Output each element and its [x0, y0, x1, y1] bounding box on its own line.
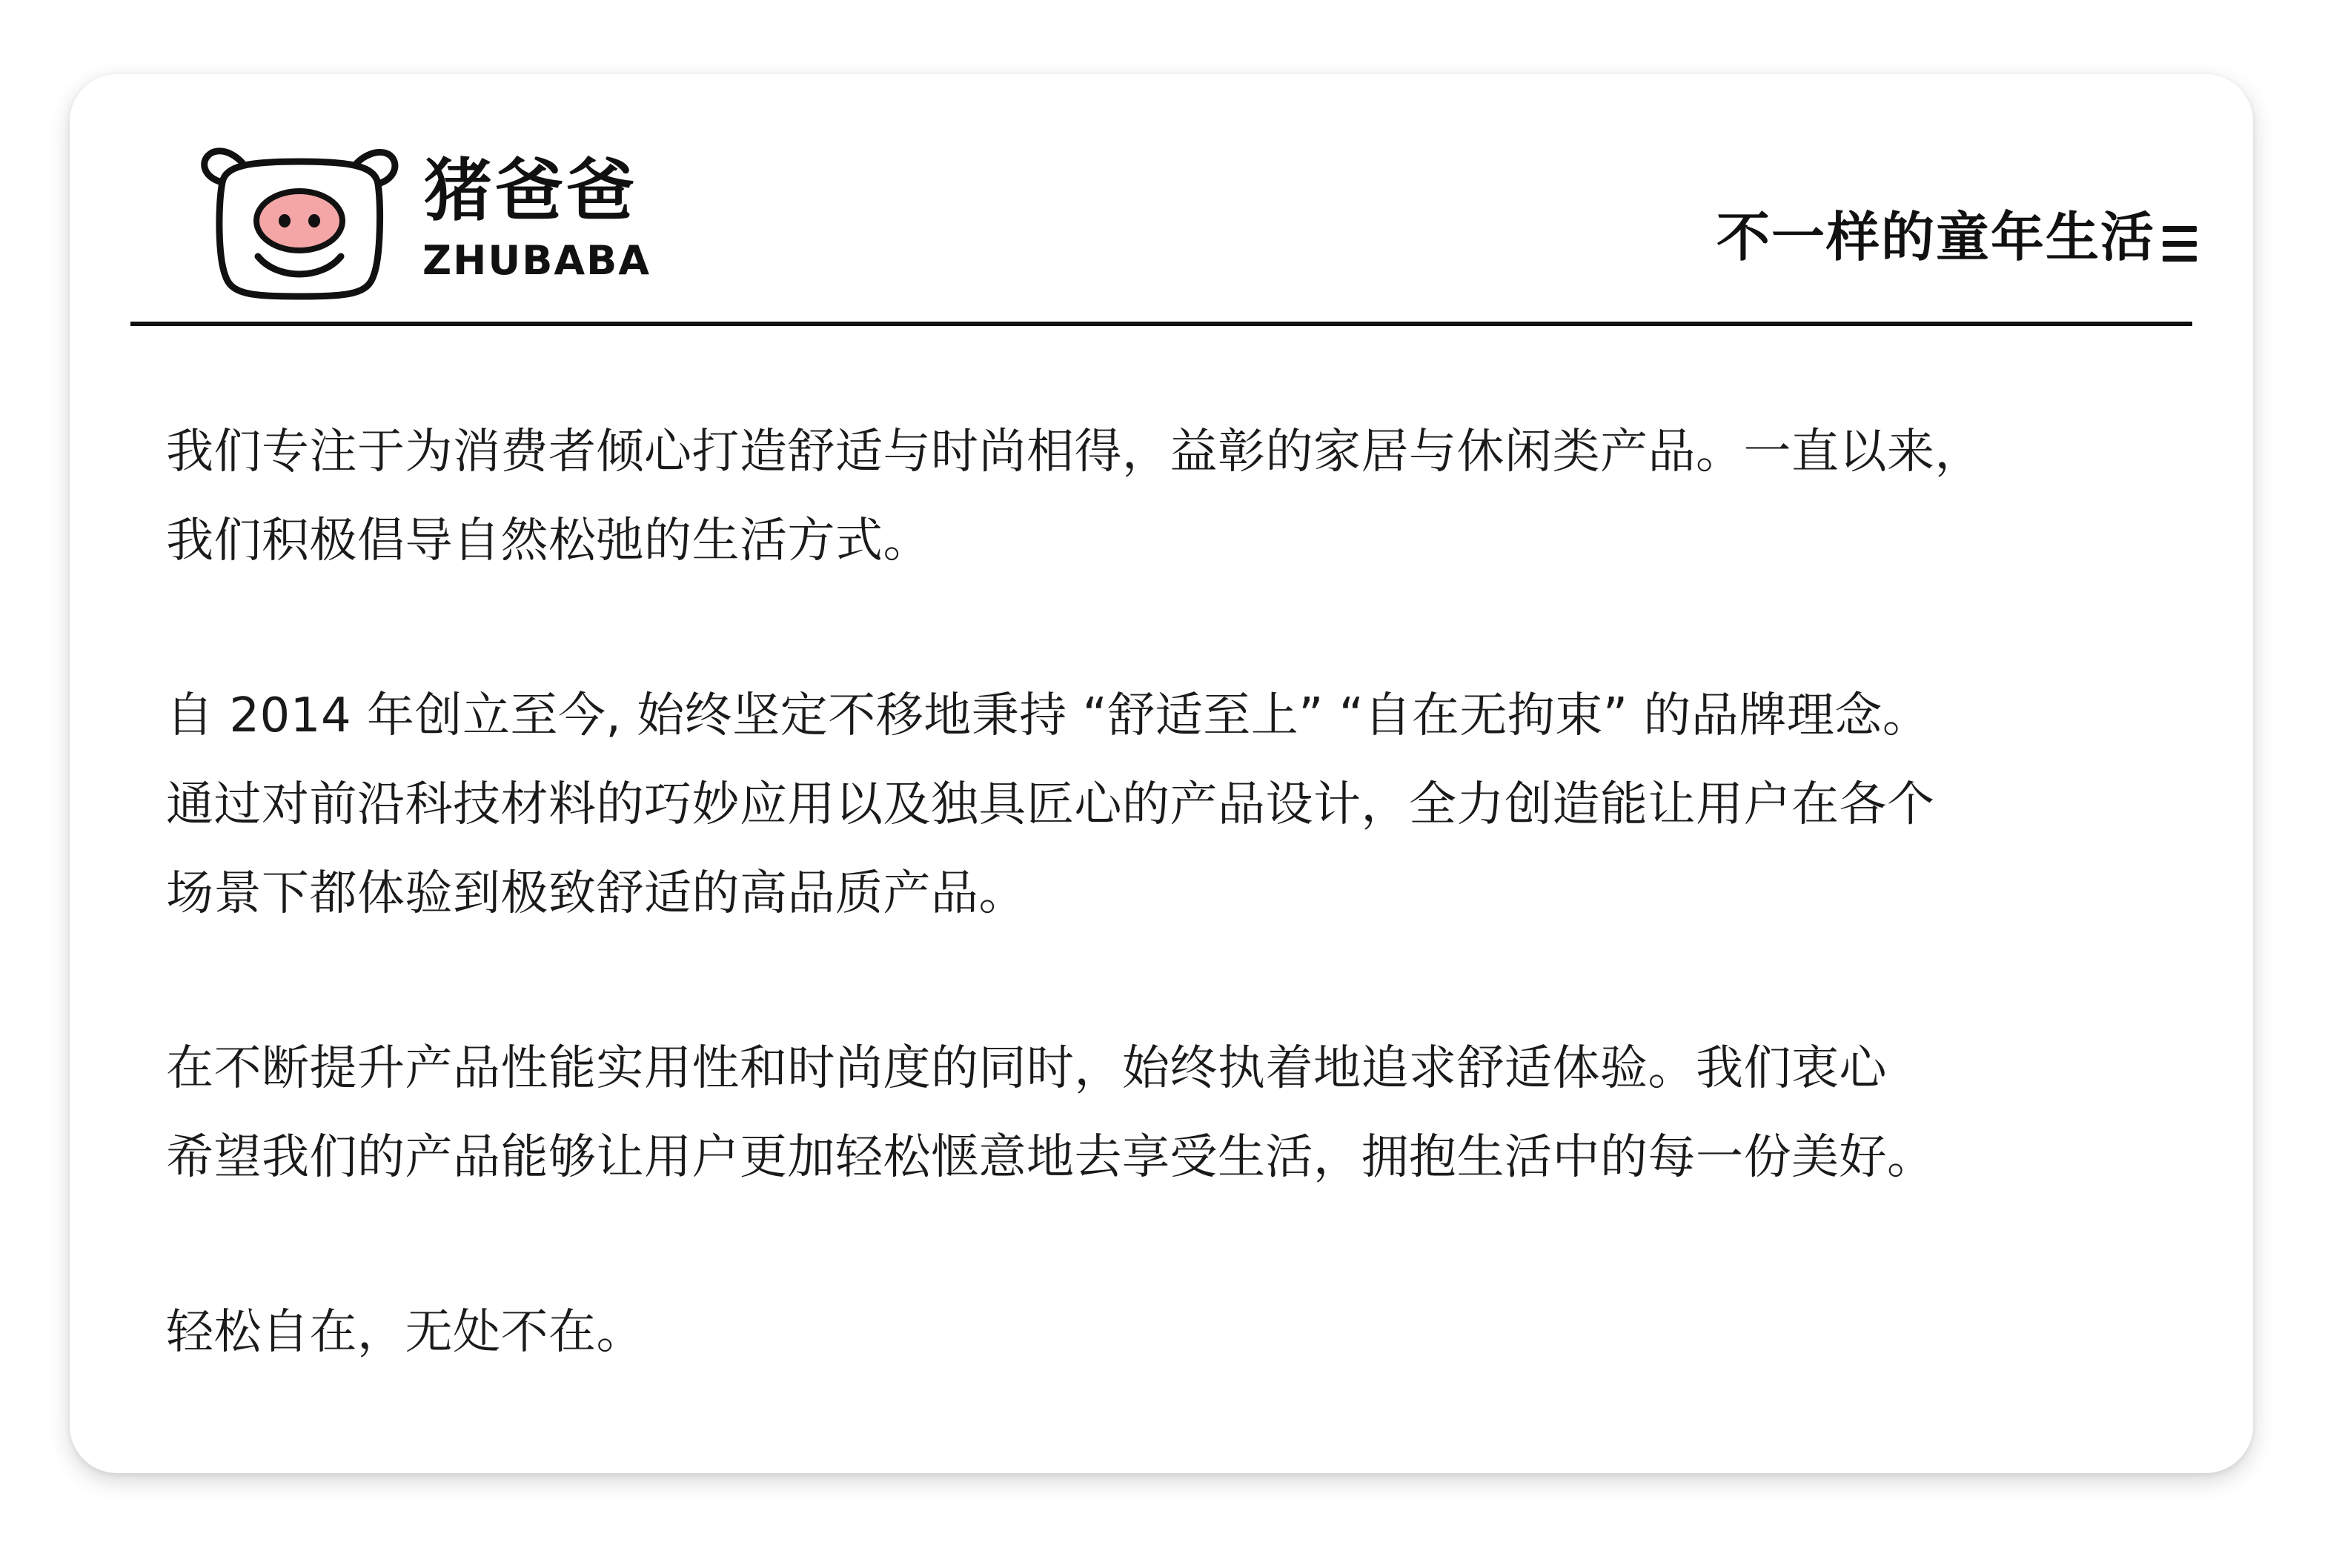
paragraph-line: 场景下都体验到极致舒适的高品质产品。: [166, 866, 1026, 921]
paragraph-line: 轻松自在，无处不在。: [166, 1305, 644, 1360]
paragraph-line: 我们积极倡导自然松弛的生活方式。: [166, 514, 931, 568]
paragraph-intro: [166, 408, 2182, 585]
header-divider: [130, 322, 2192, 326]
paragraph-motto: [166, 1288, 2182, 1377]
brand-name-en: ZHUBABA: [422, 237, 651, 284]
paragraph-line: 自 2014 年创立至今, 始终坚定不移地秉持 “舒适至上” “自在无拘束” 的品牌理念。: [166, 688, 1931, 743]
hamburger-menu-icon[interactable]: [2163, 226, 2197, 262]
paragraph-line: 我们专注于为消费者倾心打造舒适与时尚相得，益彰的家居与休闲类产品。一直以来，: [166, 425, 1983, 479]
header-slogan: 不一样的童年生活: [1716, 206, 2155, 268]
brand-name-cn: 猪爸爸: [424, 151, 638, 230]
paragraph-line: 通过对前沿科技材料的巧妙应用以及独具匠心的产品设计，全力创造能让用户在各个: [166, 777, 1935, 832]
pig-face-icon[interactable]: [196, 145, 403, 302]
paragraph-mission: [166, 1024, 2182, 1202]
paragraph-line: 在不断提升产品性能实用性和时尚度的同时，始终执着地追求舒适体验。我们衷心: [166, 1041, 1887, 1096]
brand-card: [70, 74, 2253, 1473]
paragraph-history: [166, 671, 2182, 938]
paragraph-line: 希望我们的产品能够让用户更加轻松惬意地去享受生活，拥抱生活中的每一份美好。: [166, 1130, 1935, 1185]
brand-description: [166, 408, 2182, 1463]
